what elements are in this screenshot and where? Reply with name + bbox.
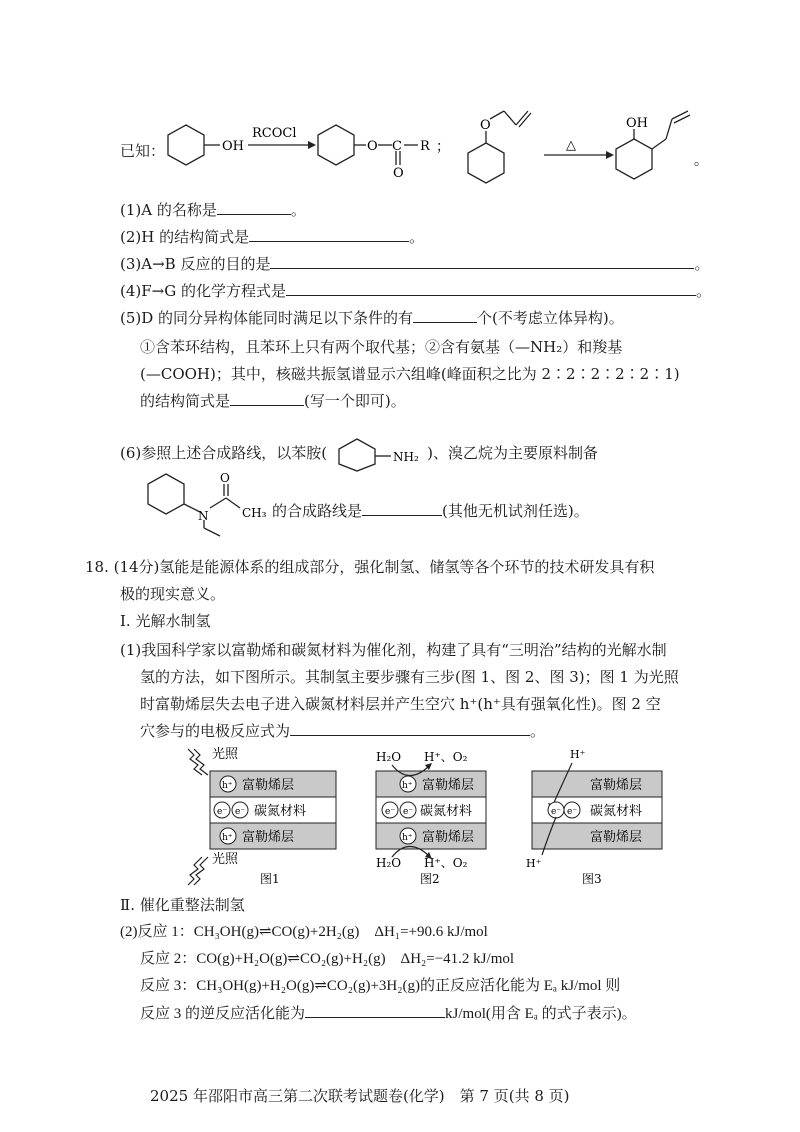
fig3-fullerene-top-label: 富勒烯层	[590, 778, 643, 793]
q5-condition-2: (—COOH)；其中，核磁共振氢谱显示六组峰(峰面积之比为 2∶2∶2∶2∶2∶1)	[140, 365, 680, 383]
q6-route-tail: (其他无机试剂任选)。	[442, 502, 589, 520]
amide-ch3: CH₃	[242, 506, 267, 520]
fig1-carbon-nitride-label: 碳氮材料	[254, 804, 307, 819]
fig2-carbon-nitride-label: 碳氮材料	[420, 804, 473, 819]
reaction-1: (2)反应 1：CH₃OH(g)⇌CO(g)+2H₂(g) ΔH₁=+90.6 kJ/mol	[120, 924, 488, 940]
q1-tail: 。	[290, 201, 306, 219]
fig1-fullerene-bottom-label: 富勒烯层	[242, 830, 295, 845]
q18-p1-line-4	[140, 721, 545, 741]
section-2-heading: Ⅱ. 催化重整法制氢	[120, 896, 245, 914]
arrow-head-1	[308, 141, 316, 149]
known-end: 。	[694, 153, 708, 169]
q5-cond3-text: 的结构简式是	[140, 392, 231, 410]
q18-p1-l4-text: 穴参与的电极反应式为	[140, 722, 291, 740]
fig2-caption: 图2	[420, 872, 440, 886]
fig2-products-bottom: H⁺、O₂	[424, 856, 468, 870]
q5-structure-blank[interactable]	[230, 391, 304, 406]
r4-text: 反应 3 的逆反应活化能为	[140, 1006, 306, 1022]
q5-text: (5)D 的同分异构体能同时满足以下条件的有	[120, 309, 414, 327]
ester-r: R	[420, 139, 430, 154]
q18-p1-line-1: (1)我国科学家以富勒烯和碳氮材料为催化剂，构建了具有“三明治”结构的光解水制	[120, 641, 667, 659]
r4-tail: kJ/mol(用含 Eₐ 的式子表示)。	[445, 1006, 637, 1022]
reaction-2: 反应 2：CO(g)+H₂O(g)⇌CO₂(g)+H₂(g) ΔH₂=−41.2 kJ/mol	[140, 951, 515, 967]
fig1-electron-1-label: e⁻	[217, 807, 228, 817]
reagent-rcocl: RCOCl	[252, 126, 297, 141]
fig2-fullerene-top-label: 富勒烯层	[422, 778, 475, 793]
fig1-hole-bottom-label: h⁺	[222, 833, 233, 843]
fig3-hplus-top: H⁺	[570, 748, 586, 761]
ester-carbonyl-o: O	[393, 166, 404, 181]
allylphenol-oh: OH	[626, 116, 648, 131]
target-amide-structure	[140, 470, 270, 540]
q6-answer-blank[interactable]	[362, 501, 442, 516]
q5-answer-blank[interactable]	[413, 308, 477, 323]
q6-text-b: )、溴乙烷为主要原料制备	[427, 444, 598, 462]
activation-energy-blank[interactable]	[305, 1003, 445, 1018]
q6-route-line	[272, 500, 589, 521]
aniline-nh2: NH₂	[393, 450, 419, 464]
question-3	[120, 254, 709, 274]
fig3-electron-2-label: e⁻	[567, 807, 578, 817]
q2-answer-blank[interactable]	[249, 227, 409, 242]
q4-answer-blank[interactable]	[286, 281, 696, 296]
fig2-hole-top-label: h⁺	[402, 781, 413, 791]
fig3-hplus-bottom: H⁺	[526, 857, 542, 870]
fig3-carbon-nitride-label: 碳氮材料	[590, 804, 643, 819]
amide-o: O	[220, 471, 230, 485]
known-reactions-structures	[160, 105, 720, 195]
ether-o: O	[480, 118, 491, 133]
fig2-hole-bottom-label: h⁺	[402, 833, 413, 843]
fig3-caption: 图3	[582, 872, 602, 886]
q18-p1-l4-tail: 。	[530, 722, 546, 740]
fig1-fullerene-top-label: 富勒烯层	[242, 778, 295, 793]
photolysis-figures	[180, 745, 680, 890]
fig2-h2o-bottom: H₂O	[376, 856, 402, 870]
q5-condition-1: ①含苯环结构，且苯环上只有两个取代基；②含有氨基（—NH₂）和羧基	[140, 338, 623, 356]
fig3-electron-1-label: e⁻	[551, 807, 562, 817]
fig1-caption: 图1	[260, 872, 280, 886]
q6-route-text: 的合成路线是	[272, 502, 363, 520]
aniline-structure	[327, 436, 427, 472]
section-1-heading: Ⅰ. 光解水制氢	[120, 612, 211, 630]
q4-tail: 。	[695, 282, 711, 300]
fig1-light-bottom-label: 光照	[212, 852, 239, 867]
electrode-reaction-blank[interactable]	[290, 721, 530, 736]
fig1-electron-2-label: e⁻	[235, 807, 246, 817]
fig2-products-top: H⁺、O₂	[424, 750, 468, 764]
figure-1	[188, 746, 336, 886]
fig1-light-ray-bottom	[188, 857, 202, 885]
reaction-3-question	[140, 1003, 637, 1024]
q3-text: (3)A→B 反应的目的是	[120, 255, 271, 273]
fig2-electron-2-label: e⁻	[403, 807, 414, 817]
q5-tail: 个(不考虑立体异构)。	[477, 309, 624, 327]
separator: ；	[436, 139, 450, 155]
q4-text: (4)F→G 的化学方程式是	[120, 282, 286, 300]
question-4	[120, 281, 711, 301]
fig2-fullerene-bottom-label: 富勒烯层	[422, 830, 475, 845]
q1-answer-blank[interactable]	[217, 200, 291, 215]
reaction-3: 反应 3：CH₃OH(g)+H₂O(g)⇌CO₂(g)+3H₂(g)的正反应活化能为 Eₐ kJ/mol 则	[140, 978, 621, 994]
figure-3	[526, 748, 662, 886]
fig1-hole-top-label: h⁺	[222, 781, 233, 791]
phenol-structure	[168, 125, 220, 165]
q3-tail: 。	[694, 255, 710, 273]
allyl-phenyl-ether-structure	[468, 111, 531, 183]
q2-tail: 。	[409, 228, 425, 246]
fig3-fullerene-bottom-label: 富勒烯层	[590, 830, 643, 845]
question-5	[120, 308, 624, 328]
q18-line-2: 极的现实意义。	[120, 585, 226, 603]
ester-c: C	[392, 139, 402, 154]
arrow-head-2	[606, 151, 614, 159]
fig1-light-top-label: 光照	[212, 747, 239, 762]
q18-p1-line-2: 氢的方法，如下图所示。其制氢主要步骤有三步(图 1、图 2、图 3)；图 1 为光照	[140, 668, 679, 686]
figure-2	[376, 750, 486, 886]
q6-text-a: (6)参照上述合成路线，以苯胺(	[120, 444, 328, 462]
fig2-h2o-top: H₂O	[376, 750, 402, 764]
amide-n: N	[198, 509, 209, 523]
ester-o: O	[367, 139, 378, 154]
question-2	[120, 227, 424, 247]
q3-answer-blank[interactable]	[270, 254, 694, 269]
q1-text: (1)A 的名称是	[120, 201, 217, 219]
heat-symbol: △	[566, 138, 576, 153]
q18-p1-line-3: 时富勒烯层失去电子进入碳氮材料层并产生空穴 h⁺(h⁺具有强氧化性)。图 2 空	[140, 695, 661, 713]
page-footer: 2025 年邵阳市高三第二次联考试题卷(化学) 第 7 页(共 8 页)	[150, 1087, 570, 1105]
q5-cond3-tail: (写一个即可)。	[304, 392, 406, 410]
question-6	[120, 436, 598, 472]
q2-text: (2)H 的结构简式是	[120, 228, 250, 246]
known-label: 已知：	[120, 142, 166, 160]
question-1	[120, 200, 306, 220]
fig2-electron-1-label: e⁻	[385, 807, 396, 817]
q5-condition-3	[140, 391, 406, 411]
q18-line-1: 18. (14分)氢能是能源体系的组成部分，强化制氢、储氢等各个环节的技术研发具有积	[85, 558, 655, 576]
phenol-oh: OH	[222, 139, 244, 154]
